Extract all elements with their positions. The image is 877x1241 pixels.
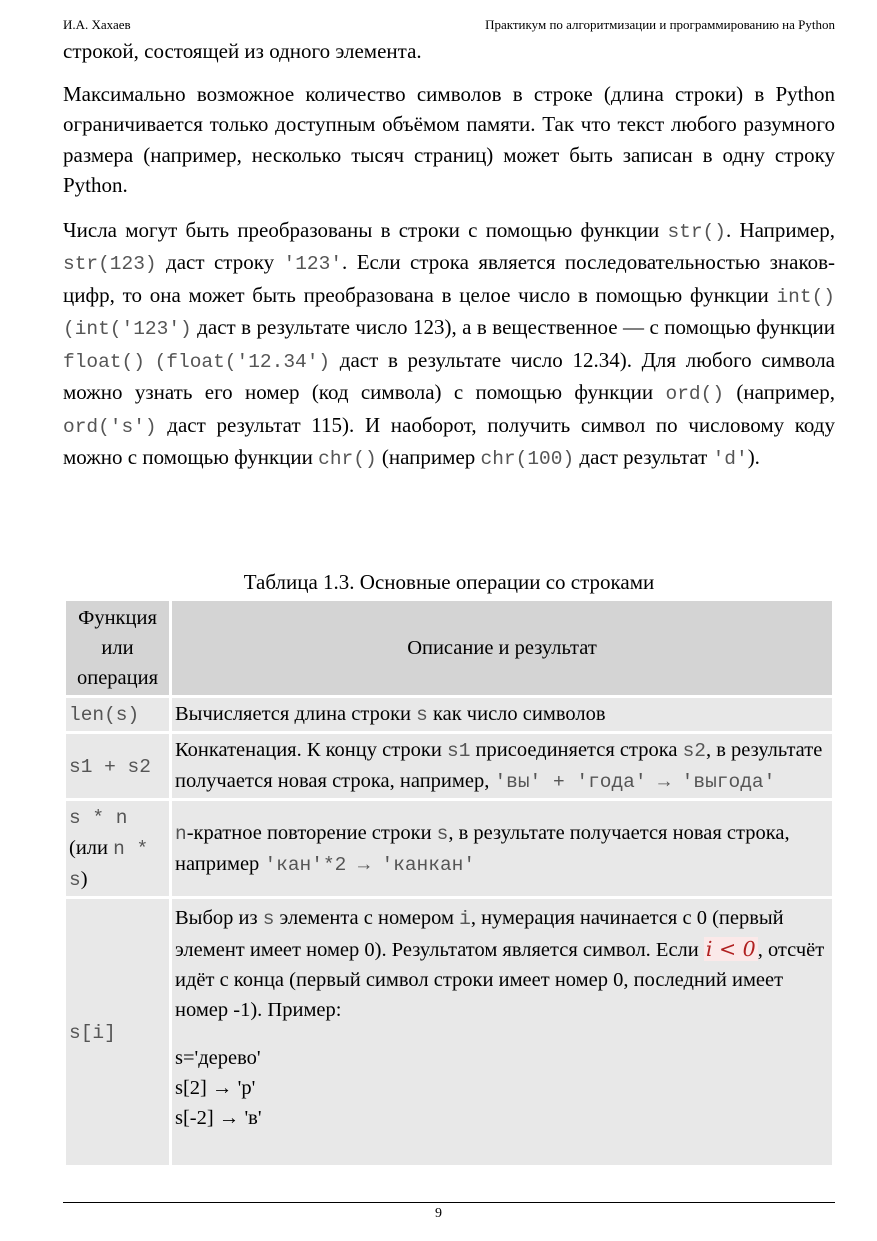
table-row: [66, 801, 832, 896]
page-number: 9: [435, 1206, 442, 1221]
code-d: 'd': [712, 448, 748, 470]
cell-description: Конкатенация. К концу строки s1 присоединяется строка s2, в результате получается новая строка, например, 'вы' + 'года' → 'выгода': [172, 734, 832, 798]
cell-description: Выбор из s элемента с номером i, нумерация начинается с 0 (первый элемент имеет номер 0). Результатом является символ. Если i < 0, отсчёт идёт с конца (первый символ строки имеет номер 0, последний имеет номер -1). Пример: s='дерево' s[2] → 'р' s[-2] → 'в': [172, 899, 832, 1165]
code-int: int(): [776, 285, 835, 308]
code-str: str(): [667, 220, 726, 243]
cell-function: s1 + s2: [66, 734, 169, 798]
code-chr-100: chr(100): [480, 448, 575, 470]
table-bottom-rule: [63, 1202, 835, 1203]
example-line: s[2] → 'р': [175, 1077, 256, 1099]
code-ord-s: ord('s'): [63, 415, 157, 438]
math-formula: i < 0: [705, 937, 756, 961]
code-float: float(): [63, 350, 145, 373]
header-function: Функция или операция: [66, 601, 169, 695]
header-description: Описание и результат: [172, 601, 832, 695]
string-operations-table: [63, 598, 835, 1168]
header-title: Практикум по алгоритмизации и программированию на Python: [485, 17, 835, 32]
example-line: s[-2] → 'в': [175, 1107, 262, 1129]
code-chr: chr(): [318, 448, 377, 470]
cell-function: s * n (или n * s): [66, 801, 169, 896]
paragraph-intro: строкой, состоящей из одного элемента.: [63, 39, 422, 63]
table-caption: Таблица 1.3. Основные операции со строками: [243, 570, 655, 594]
cell-description: Вычисляется длина строки s как число символов: [172, 698, 832, 731]
table-row: [66, 899, 832, 1165]
header-author: И.А. Хахаев: [63, 17, 131, 32]
body-text: [63, 36, 835, 489]
cell-function: len(s): [66, 698, 169, 731]
paragraph-conversions: Числа могут быть преобразованы в строки с помощью функции str(). Например, str(123) даст строку '123'. Если строка является последовательностью знаков-цифр, то она может быть преобразована в целое число в помощью функции int() (int('123') даст в результате число 123), а в вещественное — с помощью функции float() (float('12.34') даст в результате число 12.34). Для любого символа можно узнать его номер (код символа) с помощью функции ord() (например, ord('s') даст результат 115). И наоборот, получить символ по числовому коду можно с помощью функции chr() (например chr(100) даст результат 'd').: [63, 217, 835, 470]
table-header-row: [66, 601, 832, 695]
code-float-1234: (float('12.34'): [154, 350, 331, 373]
example-line: s='дерево': [175, 1047, 261, 1069]
code-ord: ord(): [665, 383, 725, 405]
code-int-123: (int('123'): [63, 318, 192, 340]
table-row: [66, 734, 832, 798]
cell-function: s[i]: [66, 899, 169, 1165]
table-row: [66, 698, 832, 731]
paragraph-string-length: Максимально возможное количество символов в строке (длина строки) в Python ограничивается только доступным объёмом памяти. Так что текст любого разумного размера (например, несколько тысяч страниц) может быть записан в одну строку Python.: [63, 81, 835, 197]
code-123: '123': [283, 253, 343, 275]
cell-description: n-кратное повторение строки s, в результате получается новая строка, например 'кан'*2 → 'канкан': [172, 801, 832, 896]
code-str-123: str(123): [63, 253, 157, 275]
